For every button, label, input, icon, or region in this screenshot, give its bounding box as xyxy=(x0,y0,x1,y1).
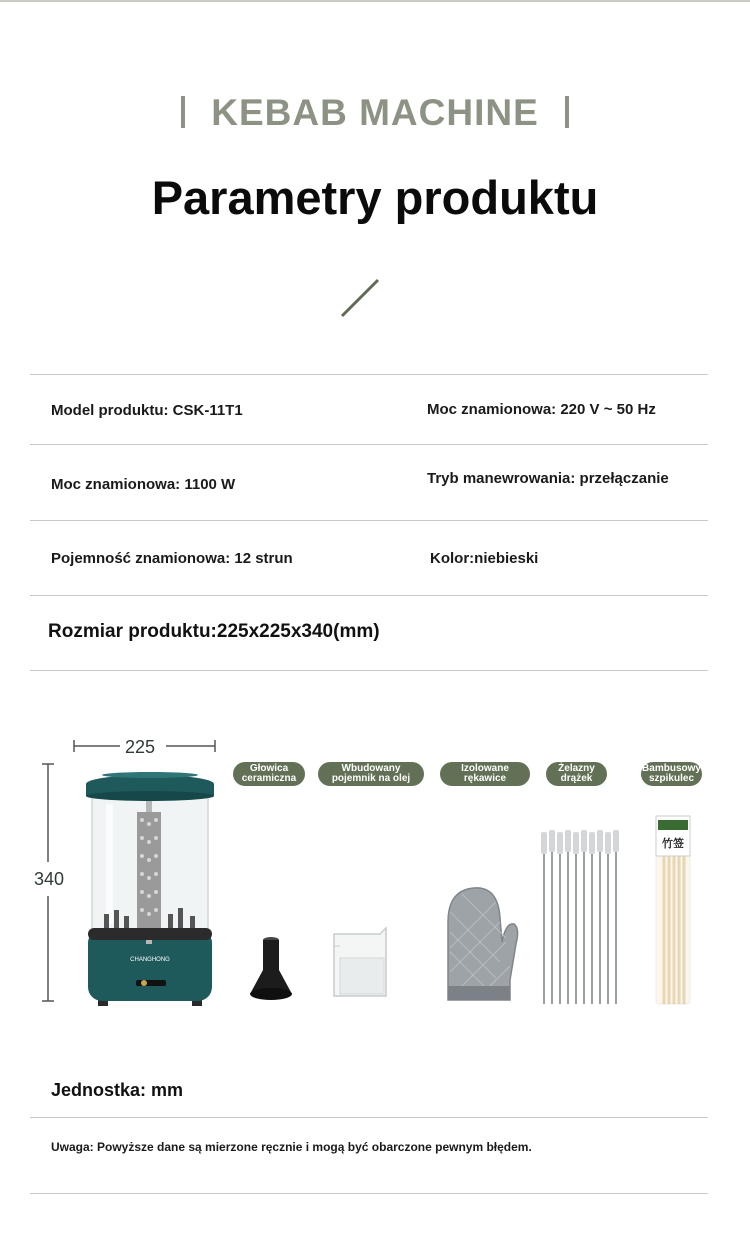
table-divider xyxy=(30,595,708,596)
accessory-label-bamboo-skewers: Bambusowy szpikulec xyxy=(642,763,701,784)
bamboo-skewers-icon xyxy=(652,814,694,1008)
height-dimension: 340 xyxy=(34,869,65,889)
slash-decoration-icon xyxy=(338,276,384,322)
brand-header xyxy=(0,92,750,134)
spec-capacity: Pojemność znamionowa: 12 strun xyxy=(51,550,293,567)
oven-glove-icon xyxy=(440,882,520,1004)
accessory-label-ceramic-head: Głowica ceramiczna xyxy=(233,762,305,786)
accessory-label-iron-skewers: Żelazny drążek xyxy=(546,762,607,786)
spec-mode: Tryb manewrowania: przełączanie xyxy=(427,470,669,487)
page-title: Parametry produktu xyxy=(151,171,599,224)
top-divider xyxy=(0,0,750,2)
brand-text: KEBAB MACHINE xyxy=(211,92,539,133)
table-divider xyxy=(30,444,708,445)
spec-model: Model produktu: CSK-11T1 xyxy=(51,402,243,419)
accessory-label-oil-container: Wbudowany pojemnik na olej xyxy=(318,762,424,786)
spec-voltage: Moc znamionowa: 220 V ~ 50 Hz xyxy=(427,401,656,418)
table-divider xyxy=(30,374,708,375)
brand-bar-left xyxy=(181,96,185,128)
bamboo-pack-label: 竹签 xyxy=(662,837,684,850)
spec-color: Kolor:niebieski xyxy=(430,550,539,567)
table-divider xyxy=(30,670,708,671)
spec-size: Rozmiar produktu:225x225x340(mm) xyxy=(48,621,380,642)
width-dimension: 225 xyxy=(125,737,156,757)
oil-container-icon xyxy=(330,926,390,1004)
machine-brand-label: CHANGHONG xyxy=(130,957,170,963)
unit-label: Jednostka: mm xyxy=(51,1080,184,1100)
footer-divider xyxy=(30,1117,708,1118)
kebab-machine-image xyxy=(82,764,218,1010)
spec-power: Moc znamionowa: 1100 W xyxy=(51,476,236,493)
table-divider xyxy=(30,520,708,521)
measurement-note: Uwaga: Powyższe dane są mierzone ręcznie i mogą być obarczone pewnym błędem. xyxy=(51,1140,532,1154)
footer-divider xyxy=(30,1193,708,1194)
accessory-label-gloves: Izolowane rękawice xyxy=(440,762,530,786)
ceramic-head-icon xyxy=(246,936,296,1004)
iron-skewers-icon xyxy=(538,826,622,1008)
brand-bar-right xyxy=(565,96,569,128)
